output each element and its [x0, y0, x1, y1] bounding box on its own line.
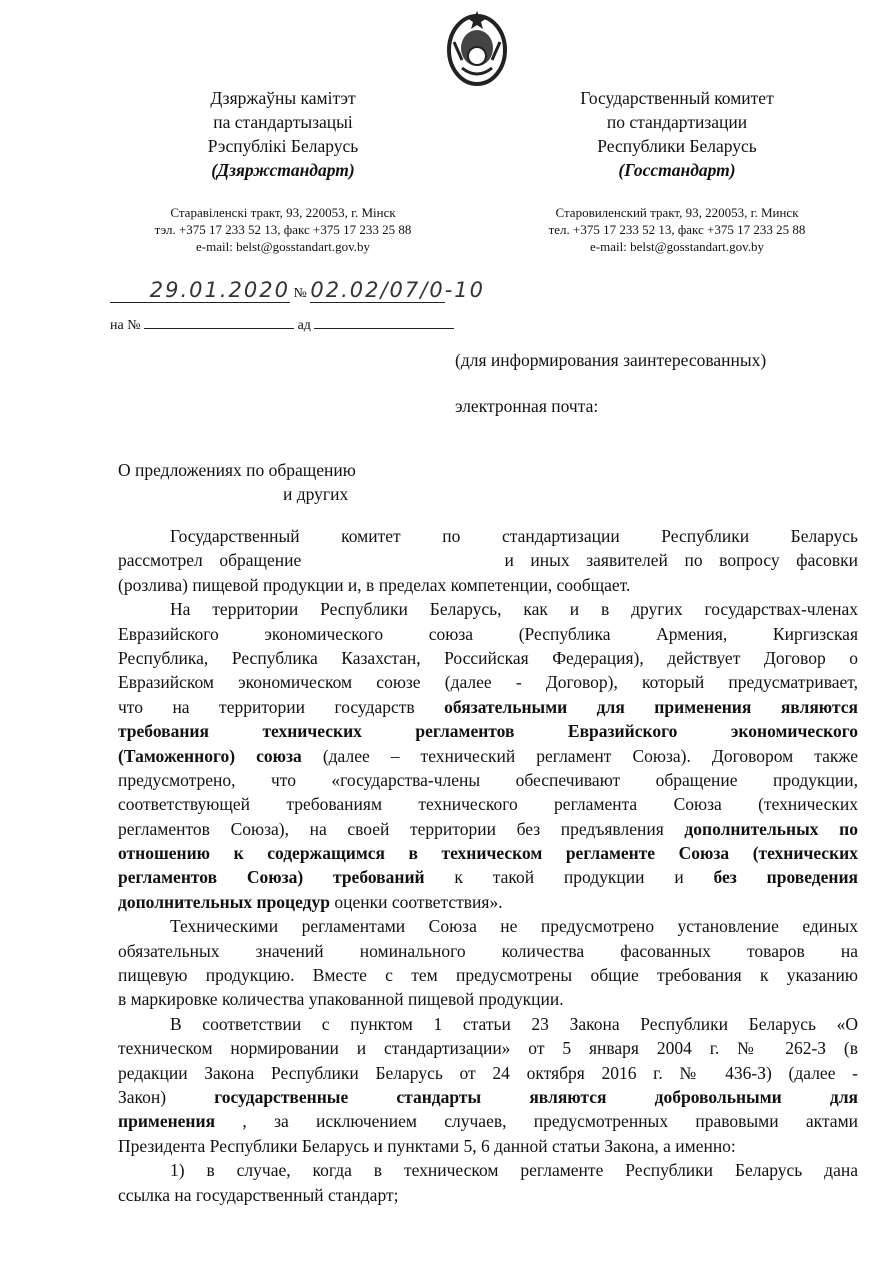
text-line	[118, 548, 858, 572]
text: техническом нормировании и стандартизации» от 5 января 2004 г. № 262-З (в	[118, 1038, 858, 1059]
subject	[118, 458, 356, 506]
text: редакции Закона Республики Беларусь от 24 октября 2016 г. № 436-З) (далее -	[118, 1062, 858, 1083]
coat-of-arms-emblem	[440, 8, 514, 88]
subject-line-1: О предложениях по обращению	[118, 460, 356, 480]
ref-number-blank	[144, 314, 294, 329]
ref-label: на №	[110, 318, 141, 333]
bold-text: (Таможенного) союза	[118, 745, 302, 766]
ref-date-blank	[314, 314, 454, 329]
paragraph	[118, 597, 858, 914]
letterhead-right	[507, 86, 847, 182]
text: (розлива) пищевой продукции и, в пределах компетенции, сообщает.	[118, 574, 631, 595]
text-line	[118, 1109, 858, 1133]
org-name-be-3: Рэспублікі Беларусь	[207, 136, 359, 156]
text-line	[118, 865, 858, 889]
text-line	[118, 1061, 858, 1085]
text-line	[118, 1158, 858, 1182]
org-short-be: (Дзяржстандарт)	[211, 160, 355, 180]
address-line: Старавіленскі тракт, 93, 220053, г. Мінск	[170, 205, 396, 220]
text-line	[118, 890, 858, 914]
text-line	[118, 939, 858, 963]
bold-text: отношению к содержащимся в техническом регламенте Союза (технических	[118, 843, 858, 864]
email-line: e-mail: belst@gosstandart.gov.by	[590, 239, 764, 254]
text-line	[118, 646, 858, 670]
text: (далее – технический регламент Союза). Договором также	[322, 745, 858, 766]
text-line	[118, 914, 858, 938]
phone-line: тел. +375 17 233 52 13, факс +375 17 233 25 88	[548, 222, 806, 237]
text-line	[118, 597, 858, 621]
text: в маркировке количества упакованной пищевой продукции.	[118, 989, 564, 1010]
text-line	[118, 573, 858, 597]
org-name-ru-2: по стандартизации	[606, 112, 748, 132]
text: Евразийском экономическом союзе (далее - Договор), который предусматривает,	[118, 672, 858, 693]
text: рассмотрел обращение	[118, 550, 302, 571]
text-line	[118, 744, 858, 768]
phone-line: тэл. +375 17 233 52 13, факс +375 17 233 25 88	[154, 222, 412, 237]
text: оценки соответствия».	[334, 891, 503, 912]
text-line	[118, 1183, 858, 1207]
text: что на территории государств	[118, 696, 445, 717]
text: Техническими регламентами Союза не предусмотрено установление единых	[170, 916, 858, 937]
text-line	[118, 524, 858, 548]
reg-number: 02.02/07/0-10	[310, 278, 486, 302]
text: пищевую продукцию. Вместе с тем предусмотрены общие требования к указанию	[118, 965, 858, 986]
text: В соответствии с пунктом 1 статьи 23 Закона Республики Беларусь «О	[170, 1013, 858, 1034]
text-line	[118, 792, 858, 816]
text: ссылка на государственный стандарт;	[118, 1184, 399, 1205]
text-line	[118, 841, 858, 865]
text-line	[118, 987, 858, 1011]
text-line	[118, 622, 858, 646]
text: , за исключением случаев, предусмотренных правовыми актами	[242, 1111, 859, 1132]
reference-line	[110, 314, 454, 334]
text-line	[118, 670, 858, 694]
address-line: Старовиленский тракт, 93, 220053, г. Минск	[555, 205, 799, 220]
ref-from-label: ад	[297, 318, 311, 333]
subject-line-2: и других	[283, 484, 349, 504]
text-line	[118, 817, 858, 841]
address-ru	[497, 204, 857, 255]
org-short-ru: (Госстандарт)	[618, 160, 736, 180]
letterhead-left	[113, 86, 453, 182]
org-name-be-1: Дзяржаўны камітэт	[210, 88, 356, 108]
text: Президента Республики Беларусь и пунктами 5, 6 данной статьи Закона, а именно:	[118, 1135, 736, 1156]
paragraph	[118, 1012, 858, 1158]
text: 1) в случае, когда в техническом регламенте Республики Беларусь дана	[170, 1160, 858, 1181]
bold-text: дополнительных процедур	[118, 891, 331, 912]
addressee-note: (для информирования заинтересованных)	[455, 350, 767, 370]
text: предусмотрено, что «государства-члены обеспечивают обращение продукции,	[118, 769, 858, 790]
registration-line	[110, 278, 486, 303]
text: обязательных значений номинального количества фасованных товаров на	[118, 940, 858, 961]
reg-date: 29.01.2020	[110, 278, 290, 303]
text-line	[118, 768, 858, 792]
text-line	[118, 1036, 858, 1060]
text-line	[118, 1012, 858, 1036]
text: На территории Республики Беларусь, как и в других государствах-членах	[170, 599, 858, 620]
letter-body	[118, 524, 858, 1207]
paragraph	[118, 524, 858, 597]
text: Евразийского экономического союза (Республика Армения, Киргизская	[118, 623, 858, 644]
text: соответствующей требованиям технического регламента Союза (технических	[118, 794, 858, 815]
paragraph	[118, 914, 858, 1012]
text: Закон)	[118, 1086, 215, 1107]
text-line	[118, 1085, 858, 1109]
bold-text: дополнительных по	[684, 818, 858, 839]
email-line: e-mail: belst@gosstandart.gov.by	[196, 239, 370, 254]
text: к такой продукции и	[454, 867, 714, 888]
text: Республика, Республика Казахстан, Российская Федерация), действует Договор о	[118, 647, 858, 668]
text-line	[118, 695, 858, 719]
bold-text: регламентов Союза) требований	[118, 867, 425, 888]
text-line	[118, 1134, 858, 1158]
paragraph	[118, 1158, 858, 1207]
text-line	[118, 963, 858, 987]
text-line	[118, 719, 858, 743]
address-be	[103, 204, 463, 255]
text: регламентов Союза), на своей территории без предъявления	[118, 818, 685, 839]
bold-text: применения	[118, 1111, 216, 1132]
addressee-email-label: электронная почта:	[455, 396, 599, 416]
org-name-ru-3: Республики Беларусь	[597, 136, 757, 156]
bold-text: государственные стандарты являются добровольными для	[214, 1086, 859, 1107]
reg-no-label: №	[293, 286, 307, 301]
bold-text: без проведения	[713, 867, 858, 888]
org-name-be-2: па стандартызацыі	[213, 112, 353, 132]
text: и иных заявителей по вопросу фасовки	[504, 550, 859, 571]
text: Государственный комитет по стандартизации Республики Беларусь	[170, 526, 858, 546]
org-name-ru-1: Государственный комитет	[580, 88, 774, 108]
bold-text: обязательными для применения являются	[444, 696, 858, 717]
bold-text: требования технических регламентов Евразийского экономического	[118, 721, 858, 742]
